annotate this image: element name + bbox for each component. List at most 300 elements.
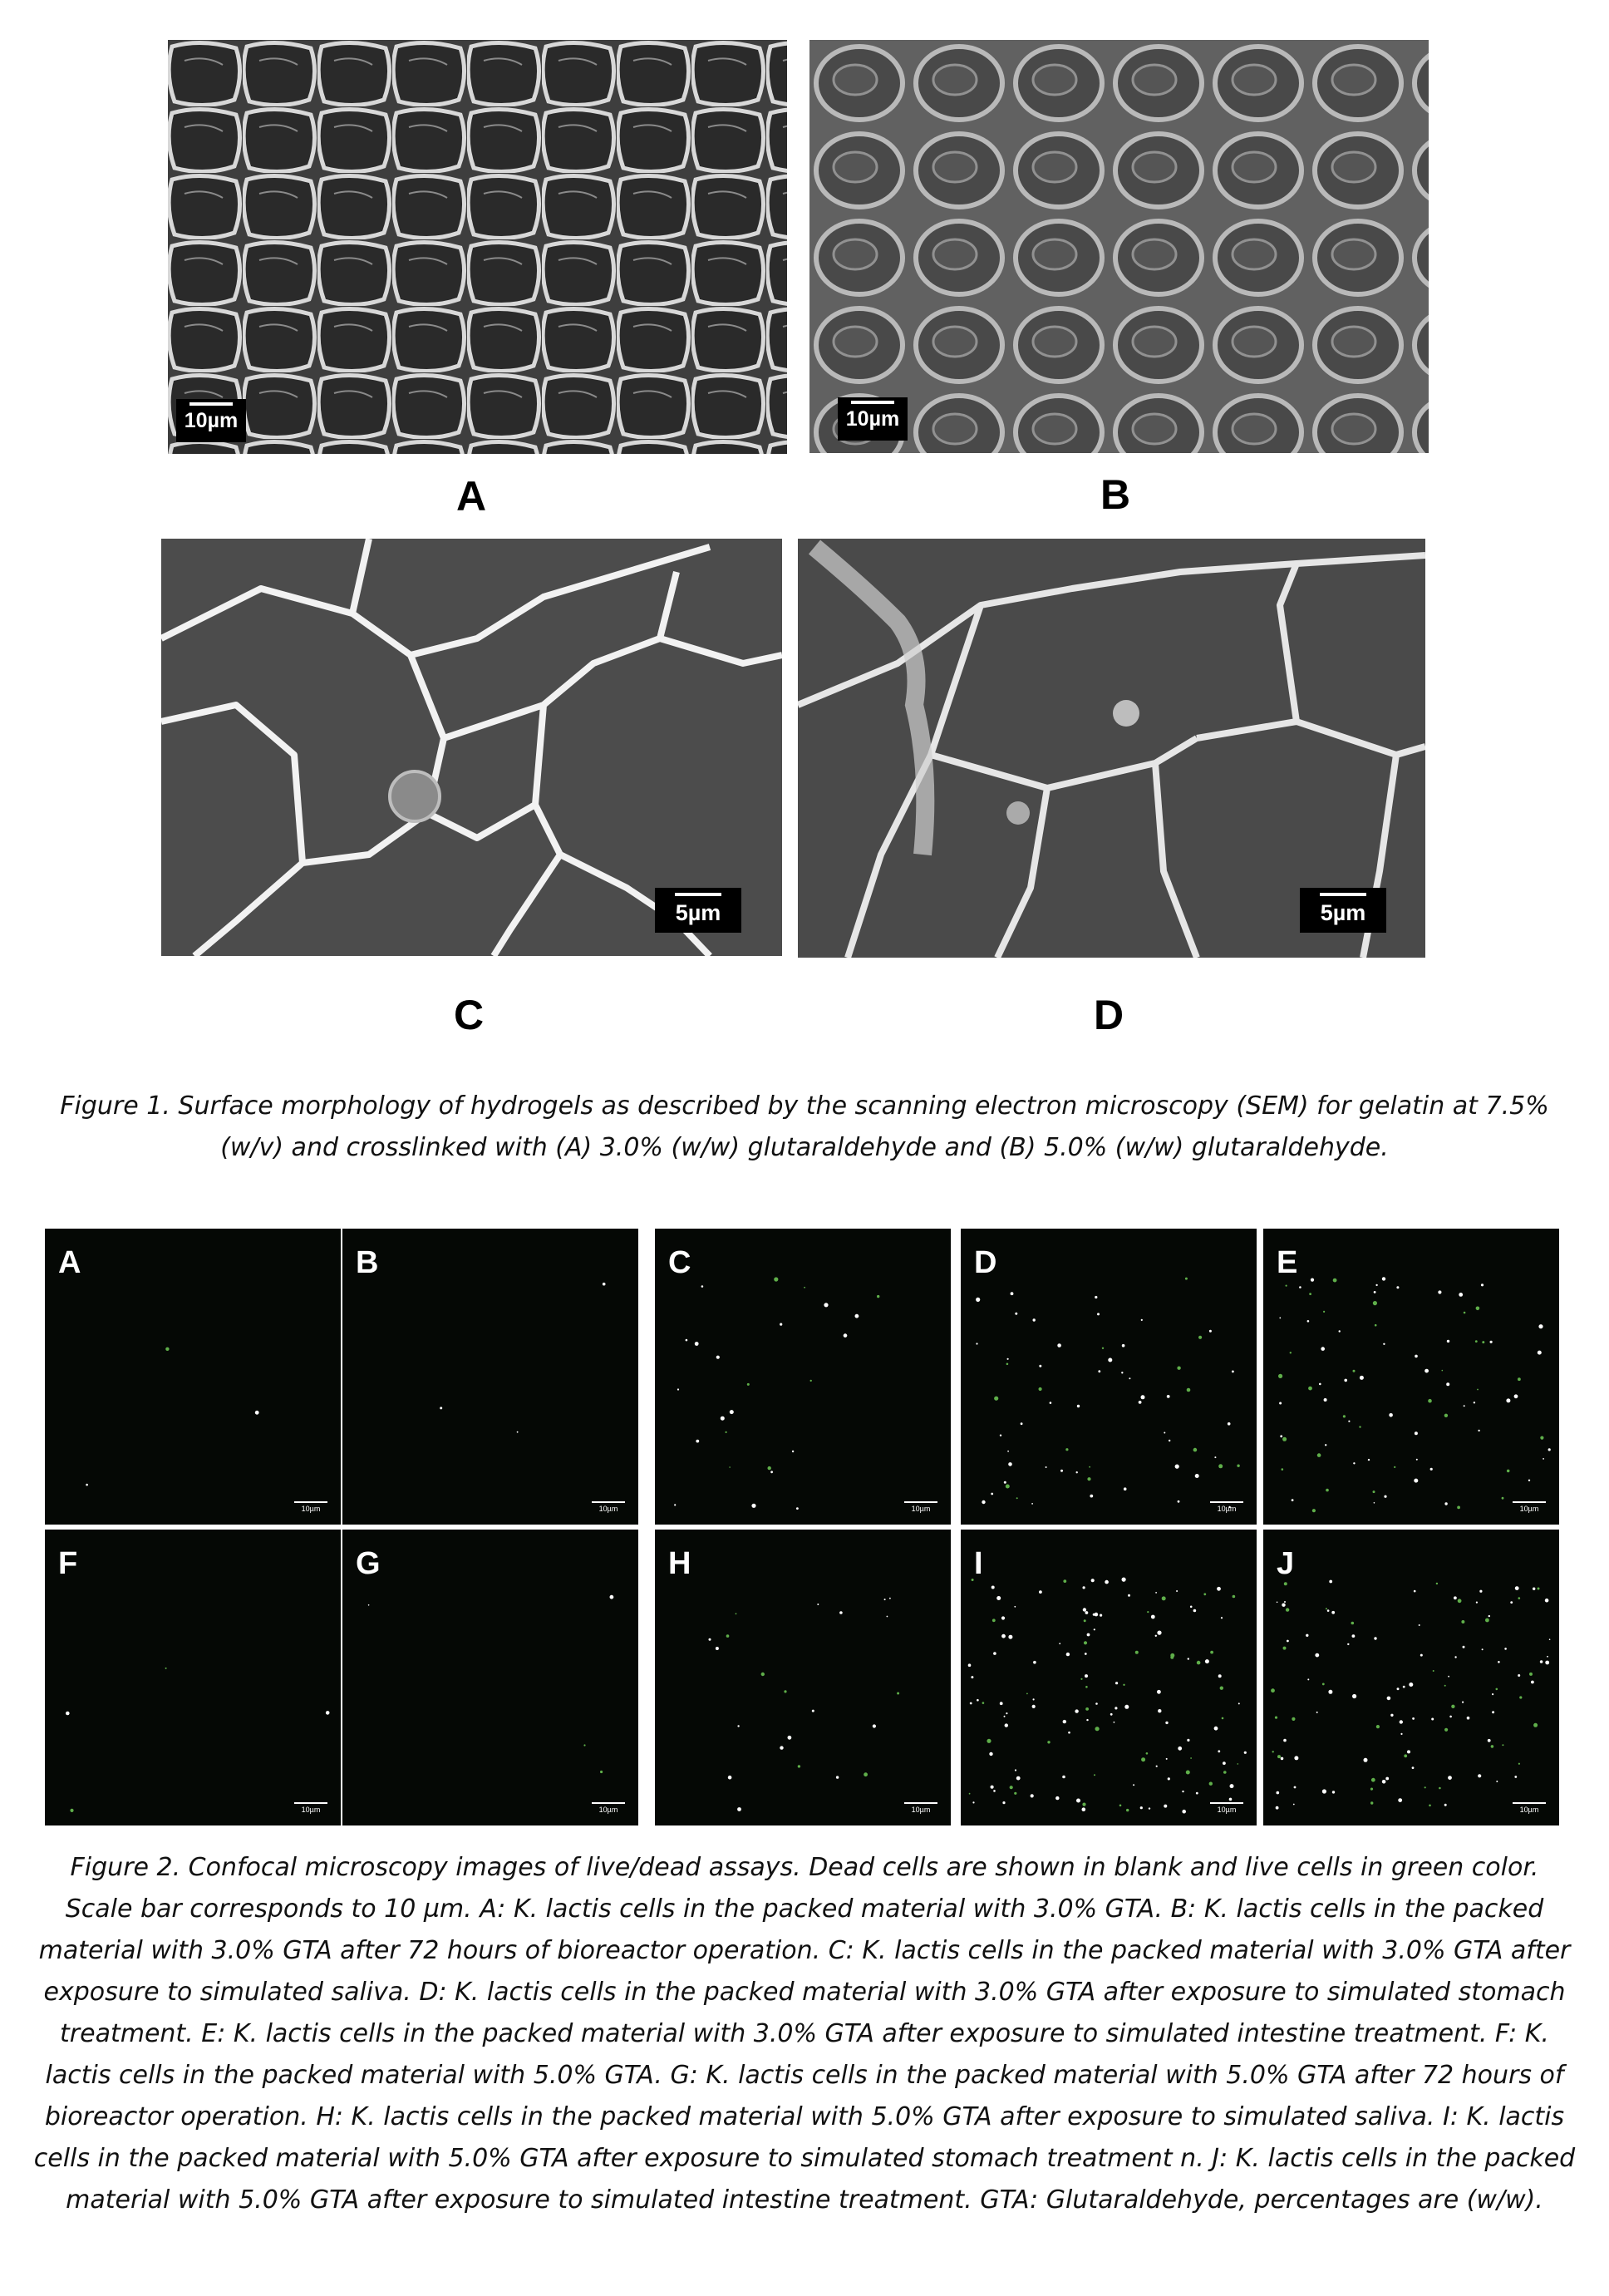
cell-dot — [1083, 1608, 1086, 1611]
cell-dot — [1496, 1781, 1498, 1782]
cell-dot — [1223, 1761, 1226, 1765]
cell-dot — [1545, 1599, 1549, 1603]
cell-dot — [1091, 1579, 1095, 1582]
cell-dot — [1232, 1371, 1234, 1373]
cell-dot — [969, 1793, 971, 1795]
cell-dot — [1085, 1707, 1089, 1711]
cell-dot — [440, 1407, 442, 1409]
cell-dot — [1404, 1754, 1407, 1757]
cell-dot — [1430, 1468, 1433, 1471]
cell-dot — [1454, 1656, 1456, 1658]
cell-dot — [603, 1283, 606, 1286]
cell-dot — [989, 1752, 992, 1756]
cell-dot — [774, 1277, 778, 1281]
cell-dot — [1094, 1628, 1095, 1630]
cell-dot — [1308, 1387, 1312, 1391]
cell-dot — [1277, 1602, 1278, 1604]
cell-dot — [780, 1746, 783, 1749]
cell-dot — [1329, 1580, 1332, 1584]
confocal-panel-label: C — [668, 1245, 691, 1280]
cell-dot — [517, 1431, 519, 1433]
cell-dot — [1282, 1468, 1284, 1471]
cell-dot — [1282, 1604, 1285, 1607]
cell-dot — [1187, 1388, 1191, 1392]
cell-dot — [1339, 1330, 1341, 1332]
cell-dot — [1097, 1313, 1100, 1315]
cell-dot — [1021, 1422, 1023, 1425]
cell-dot — [709, 1638, 711, 1641]
cell-dot — [1167, 1395, 1170, 1398]
scale-bar — [1513, 1802, 1546, 1814]
panel-label-a: A — [455, 473, 487, 520]
cell-dot — [1533, 1588, 1535, 1590]
cell-dot — [1218, 1674, 1222, 1678]
cell-dot — [66, 1712, 70, 1716]
cell-dot — [1087, 1477, 1090, 1481]
cell-dot — [1156, 1766, 1158, 1767]
cell-dot — [1016, 1776, 1021, 1781]
cell-dot — [1433, 1670, 1434, 1672]
cell-dot — [1375, 1284, 1377, 1286]
cell-dot — [1390, 1714, 1393, 1717]
cell-dot — [1095, 1727, 1100, 1731]
cell-dot — [1193, 1609, 1197, 1613]
cell-dot — [897, 1692, 899, 1695]
cell-dot — [1498, 1661, 1500, 1663]
cell-dot — [1004, 1716, 1006, 1717]
cell-dot — [1165, 1722, 1168, 1724]
cell-dot — [695, 1342, 699, 1346]
cell-dot — [1209, 1782, 1213, 1786]
cell-dot — [1279, 1318, 1281, 1319]
confocal-image-c — [655, 1229, 951, 1525]
cell-dot — [1488, 1739, 1491, 1742]
cell-dot — [1188, 1658, 1189, 1659]
cell-dot — [1015, 1769, 1016, 1771]
cell-dot — [1083, 1586, 1085, 1589]
cell-dot — [1282, 1437, 1287, 1441]
scale-label: 10µm — [911, 1505, 931, 1513]
cell-dot — [877, 1295, 879, 1298]
cell-dot — [1382, 1780, 1386, 1784]
cell-dot — [1190, 1757, 1192, 1759]
cell-dot — [873, 1724, 876, 1727]
cell-dot — [1001, 1616, 1005, 1619]
cell-dot — [1155, 1635, 1157, 1637]
cell-dot — [824, 1303, 828, 1307]
cell-dot — [1504, 1648, 1507, 1650]
cell-dot — [1479, 1590, 1482, 1593]
cell-dot — [1065, 1448, 1068, 1451]
cell-dot — [1271, 1688, 1275, 1692]
cell-dot — [1424, 1369, 1429, 1373]
cell-dot — [1328, 1690, 1332, 1694]
cell-dot — [1461, 1620, 1464, 1623]
cell-dot — [1147, 1611, 1149, 1613]
cell-dot — [1055, 1796, 1059, 1800]
cell-dot — [1214, 1456, 1216, 1458]
cell-dot — [1060, 1470, 1063, 1472]
cell-dot — [583, 1744, 585, 1746]
scale-bar — [655, 888, 741, 933]
cell-dot — [1476, 1307, 1480, 1311]
cell-dot — [1400, 1720, 1403, 1723]
cell-dot — [1419, 1624, 1420, 1626]
cell-dot — [1323, 1311, 1325, 1313]
cell-dot — [1122, 1344, 1125, 1348]
cell-dot — [1039, 1365, 1041, 1367]
scale-bar — [1210, 1501, 1243, 1513]
scale-label: 10µm — [845, 407, 900, 431]
scale-label: 10µm — [1519, 1806, 1539, 1814]
cell-dot — [761, 1673, 765, 1676]
cell-dot — [1139, 1401, 1142, 1404]
cell-dot — [1095, 1702, 1098, 1705]
cell-dot — [817, 1604, 819, 1605]
cell-dot — [1481, 1283, 1484, 1286]
cell-dot — [1444, 1728, 1448, 1732]
cell-dot — [70, 1809, 73, 1812]
confocal-image-a — [45, 1229, 341, 1525]
sem-image-c — [161, 539, 782, 956]
cell-dot — [1414, 1479, 1418, 1483]
cell-dot — [1353, 1462, 1355, 1464]
cell-dot — [1205, 1659, 1209, 1663]
cell-dot — [1141, 1395, 1145, 1399]
cell-dot — [1001, 1634, 1006, 1638]
cell-dot — [1000, 1435, 1001, 1436]
cell-dot — [726, 1634, 730, 1638]
cell-dot — [1533, 1723, 1538, 1727]
cell-dot — [701, 1285, 704, 1288]
scale-bar — [1300, 888, 1386, 933]
cell-dot — [1476, 1602, 1478, 1604]
cell-dot — [1197, 1661, 1201, 1665]
cell-dot — [1223, 1771, 1227, 1774]
cell-dot — [1491, 1745, 1494, 1748]
cell-dot — [1352, 1694, 1356, 1698]
cell-dot — [1086, 1719, 1088, 1721]
cell-dot — [1376, 1725, 1380, 1728]
cell-dot — [1321, 1347, 1325, 1351]
cell-dot — [1007, 1451, 1009, 1452]
cell-dot — [1538, 1324, 1543, 1328]
cell-dot — [368, 1604, 370, 1606]
cell-dot — [1502, 1497, 1504, 1500]
cell-dot — [1490, 1341, 1493, 1343]
cell-dot — [1325, 1444, 1326, 1446]
cell-dot — [1368, 1459, 1370, 1461]
cell-dot — [1438, 1290, 1441, 1293]
cell-dot — [889, 1598, 891, 1599]
cell-dot — [839, 1611, 843, 1614]
cell-dot — [1077, 1405, 1080, 1407]
cell-dot — [600, 1771, 603, 1773]
cell-dot — [887, 1616, 888, 1618]
cell-dot — [1371, 1778, 1375, 1782]
cell-dot — [1164, 1432, 1165, 1434]
cell-dot — [1415, 1431, 1418, 1435]
cell-dot — [1373, 1301, 1377, 1305]
cell-dot — [1119, 1805, 1122, 1807]
cell-dot — [1198, 1336, 1202, 1339]
cell-dot — [1294, 1786, 1297, 1789]
confocal-image-j — [1263, 1530, 1559, 1825]
scale-bar — [176, 399, 246, 442]
cell-dot — [674, 1504, 676, 1505]
cell-dot — [1424, 1786, 1426, 1788]
scale-bar — [592, 1501, 625, 1513]
cell-dot — [1193, 1448, 1198, 1452]
cell-dot — [972, 1801, 974, 1803]
cell-dot — [737, 1807, 741, 1811]
cell-dot — [1011, 1292, 1014, 1295]
cell-dot — [1374, 1637, 1376, 1639]
cell-dot — [1448, 1776, 1452, 1780]
cell-dot — [1290, 1352, 1292, 1353]
cell-dot — [1478, 1774, 1481, 1777]
cell-dot — [1068, 1732, 1070, 1734]
cell-dot — [1415, 1355, 1418, 1358]
cell-dot — [1549, 1638, 1551, 1640]
cell-dot — [1449, 1716, 1452, 1718]
cell-dot — [1221, 1617, 1223, 1619]
scale-bar — [1210, 1802, 1243, 1814]
cell-dot — [1482, 1648, 1484, 1650]
cell-dot — [1327, 1609, 1330, 1612]
cell-dot — [1315, 1653, 1319, 1658]
cell-dot — [1006, 1485, 1010, 1489]
cell-dot — [1528, 1480, 1530, 1481]
cell-dot — [1195, 1474, 1199, 1478]
cell-dot — [1209, 1330, 1212, 1333]
cell-dot — [1110, 1713, 1113, 1716]
cell-dot — [1284, 1601, 1286, 1603]
cell-dot — [1135, 1651, 1139, 1654]
cell-dot — [1157, 1631, 1161, 1635]
cell-dot — [1075, 1709, 1078, 1712]
cell-dot — [1166, 1758, 1168, 1760]
cell-dot — [1518, 1597, 1521, 1599]
cell-dot — [844, 1333, 848, 1338]
confocal-panel-label: F — [58, 1546, 78, 1581]
cell-dot — [1439, 1787, 1441, 1790]
cell-dot — [1317, 1453, 1321, 1457]
scale-label: 5µm — [1320, 900, 1366, 925]
cell-dot — [1280, 1435, 1282, 1437]
cell-dot — [810, 1380, 812, 1382]
cell-dot — [1217, 1587, 1221, 1591]
cell-dot — [1098, 1370, 1100, 1372]
sem-image-b — [809, 40, 1429, 453]
cell-dot — [982, 1702, 985, 1704]
cell-dot — [796, 1507, 799, 1510]
cell-dot — [1146, 1752, 1149, 1755]
cell-dot — [1307, 1320, 1310, 1323]
cell-dot — [1286, 1608, 1289, 1611]
cell-dot — [1090, 1495, 1093, 1498]
cell-dot — [1387, 1697, 1391, 1701]
cell-dot — [1085, 1611, 1089, 1614]
confocal-panel-label: I — [974, 1546, 983, 1581]
cell-dot — [1014, 1606, 1016, 1608]
cell-dot — [1063, 1579, 1066, 1583]
cell-dot — [1444, 1502, 1447, 1505]
scale-label: 10µm — [1217, 1505, 1237, 1513]
cell-dot — [1039, 1590, 1042, 1594]
cell-dot — [1115, 1682, 1118, 1684]
cell-dot — [1033, 1318, 1036, 1321]
cell-dot — [165, 1348, 169, 1351]
sem-image-d — [798, 539, 1425, 958]
cell-dot — [1005, 1723, 1008, 1727]
cell-dot — [1412, 1766, 1415, 1769]
cell-dot — [1322, 1683, 1325, 1686]
cell-dot — [721, 1417, 725, 1421]
cell-dot — [747, 1383, 750, 1386]
cell-dot — [1279, 1402, 1282, 1405]
cell-dot — [729, 1466, 731, 1468]
scale-bar — [294, 1501, 327, 1513]
scale-bar — [592, 1802, 625, 1814]
cell-dot — [970, 1702, 972, 1705]
cell-dot — [784, 1690, 786, 1692]
confocal-panel-label: A — [58, 1245, 81, 1280]
cell-dot — [1322, 1789, 1326, 1793]
scale-bar — [838, 397, 908, 441]
cell-dot — [987, 1739, 991, 1743]
cell-dot — [1237, 1465, 1239, 1467]
cell-dot — [1447, 1340, 1449, 1343]
cell-dot — [165, 1668, 167, 1669]
cell-dot — [1444, 1685, 1446, 1687]
cell-dot — [1238, 1763, 1239, 1765]
cell-dot — [855, 1314, 859, 1318]
cell-dot — [994, 1397, 998, 1401]
cell-dot — [1293, 1804, 1295, 1806]
figure-2-caption: Figure 2. Confocal microscopy images of live/dead assays. Dead cells are shown in blank and live cells in green color. Scale bar corresponds to 10 µm. A: K. lactis cells in the packed material with 3.0% GTA. B: K. lactis cells in the packed material with 3.0% GTA after 72 hours of bioreactor operation. C: K. lactis cells in the packed material with 3.0% GTA after exposure to simulated saliva. D: K. lactis cells in the packed material with 3.0% GTA after exposure to simulated stomach treatment. E: K. lactis cells in the packed material with 3.0% GTA after exposure to simulated intestine treatment. F: K. lactis cells in the packed material with 5.0% GTA. G: K. lactis cells in the packed material with 5.0% GTA after 72 hours of bioreactor operation. H: K. lactis cells in the packed material with 5.0% GTA after exposure to simulated saliva. I: K. lactis cells in the packed material with 5.0% GTA after exposure to simulated stomach treatment n. J: K. lactis cells in the packed material with 5.0% GTA after exposure to simulated intestine treatment. GTA: Glutaraldehyde, percentages are (w/w). — [33, 1853, 1576, 2215]
cell-dot — [1514, 1776, 1517, 1778]
cell-dot — [1229, 1798, 1233, 1801]
cell-dot — [1312, 1509, 1316, 1512]
scale-bar — [904, 1802, 937, 1814]
cell-dot — [1515, 1586, 1519, 1590]
cell-dot — [1429, 1805, 1431, 1807]
confocal-panel-label: E — [1277, 1245, 1298, 1280]
cell-dot — [1457, 1506, 1460, 1510]
cell-dot — [1177, 1367, 1180, 1370]
cell-dot — [1220, 1687, 1223, 1690]
cell-dot — [1436, 1583, 1438, 1584]
cell-dot — [1398, 1798, 1402, 1802]
cell-dot — [1382, 1277, 1385, 1280]
cell-dot — [1442, 1370, 1444, 1372]
cell-dot — [1400, 1733, 1402, 1735]
cell-dot — [696, 1440, 699, 1443]
cell-dot — [1383, 1343, 1385, 1345]
confocal-image-b — [342, 1229, 638, 1525]
cell-dot — [1102, 1348, 1104, 1349]
cell-dot — [1506, 1398, 1510, 1402]
cell-dot — [1467, 1717, 1470, 1720]
cell-dot — [1294, 1756, 1298, 1760]
cell-dot — [1292, 1499, 1294, 1501]
cell-dot — [1170, 1653, 1174, 1658]
scale-label: 10µm — [1217, 1806, 1237, 1814]
cell-dot — [1547, 1656, 1548, 1658]
cell-dot — [1444, 1414, 1448, 1417]
cell-dot — [1006, 1363, 1009, 1366]
cell-dot — [1087, 1633, 1090, 1637]
cell-dot — [1082, 1803, 1085, 1806]
scale-label: 10µm — [911, 1806, 931, 1814]
cell-dot — [812, 1710, 814, 1712]
cell-dot — [1428, 1399, 1432, 1403]
cell-dot — [1168, 1777, 1170, 1780]
cell-dot — [1178, 1500, 1180, 1503]
cell-dot — [1082, 1807, 1086, 1811]
cell-dot — [884, 1599, 886, 1600]
cell-dot — [1157, 1690, 1161, 1694]
confocal-panel-label: H — [668, 1546, 691, 1581]
cell-dot — [1331, 1611, 1335, 1614]
cell-dot — [1129, 1377, 1130, 1379]
cell-dot — [1057, 1343, 1061, 1348]
cell-dot — [1151, 1615, 1155, 1619]
cell-dot — [1492, 1711, 1494, 1713]
cell-dot — [1047, 1741, 1050, 1743]
cell-dot — [1233, 1595, 1236, 1599]
cell-dot — [1518, 1763, 1520, 1765]
cell-dot — [976, 1343, 977, 1344]
cell-dot — [1464, 1405, 1465, 1407]
cell-dot — [1196, 1792, 1198, 1795]
cell-dot — [1488, 1615, 1490, 1617]
confocal-image-e — [1263, 1229, 1559, 1525]
cell-dot — [610, 1595, 614, 1599]
cell-dot — [1519, 1696, 1522, 1698]
cell-dot — [1518, 1377, 1521, 1381]
confocal-image-h — [655, 1530, 951, 1825]
cell-dot — [1006, 1712, 1007, 1714]
cell-dot — [728, 1776, 732, 1780]
confocal-image-g — [342, 1530, 638, 1825]
cell-dot — [1015, 1313, 1017, 1315]
cell-dot — [1277, 1791, 1280, 1795]
cell-dot — [86, 1484, 88, 1486]
cell-dot — [1084, 1619, 1086, 1622]
cell-dot — [1538, 1588, 1540, 1590]
cell-dot — [1370, 1801, 1373, 1804]
cell-dot — [1458, 1599, 1462, 1603]
cell-dot — [1228, 1422, 1231, 1426]
cell-dot — [1190, 1606, 1193, 1609]
cell-dot — [1114, 1707, 1117, 1709]
cell-dot — [1548, 1448, 1551, 1451]
cell-dot — [736, 1613, 737, 1614]
cell-dot — [1374, 1291, 1376, 1293]
cell-dot — [1128, 1594, 1130, 1597]
cell-dot — [1162, 1596, 1166, 1600]
figure-1-caption: Figure 1. Surface morphology of hydrogels as described by the scanning electron microscopy (SEM) for gelatin at 7.5% (w/v) and crosslinked with (A) 3.0% (w/w) glutaraldehyde and (B) 5.0% (w/w) glutaraldehyde. — [60, 1091, 1549, 1162]
cell-dot — [1492, 1693, 1493, 1695]
cell-dot — [1333, 1279, 1337, 1283]
confocal-image-d — [961, 1229, 1257, 1525]
cell-dot — [1463, 1646, 1465, 1648]
cell-dot — [1158, 1709, 1161, 1712]
cell-dot — [1095, 1296, 1097, 1298]
scale-label: 10µm — [598, 1505, 618, 1513]
